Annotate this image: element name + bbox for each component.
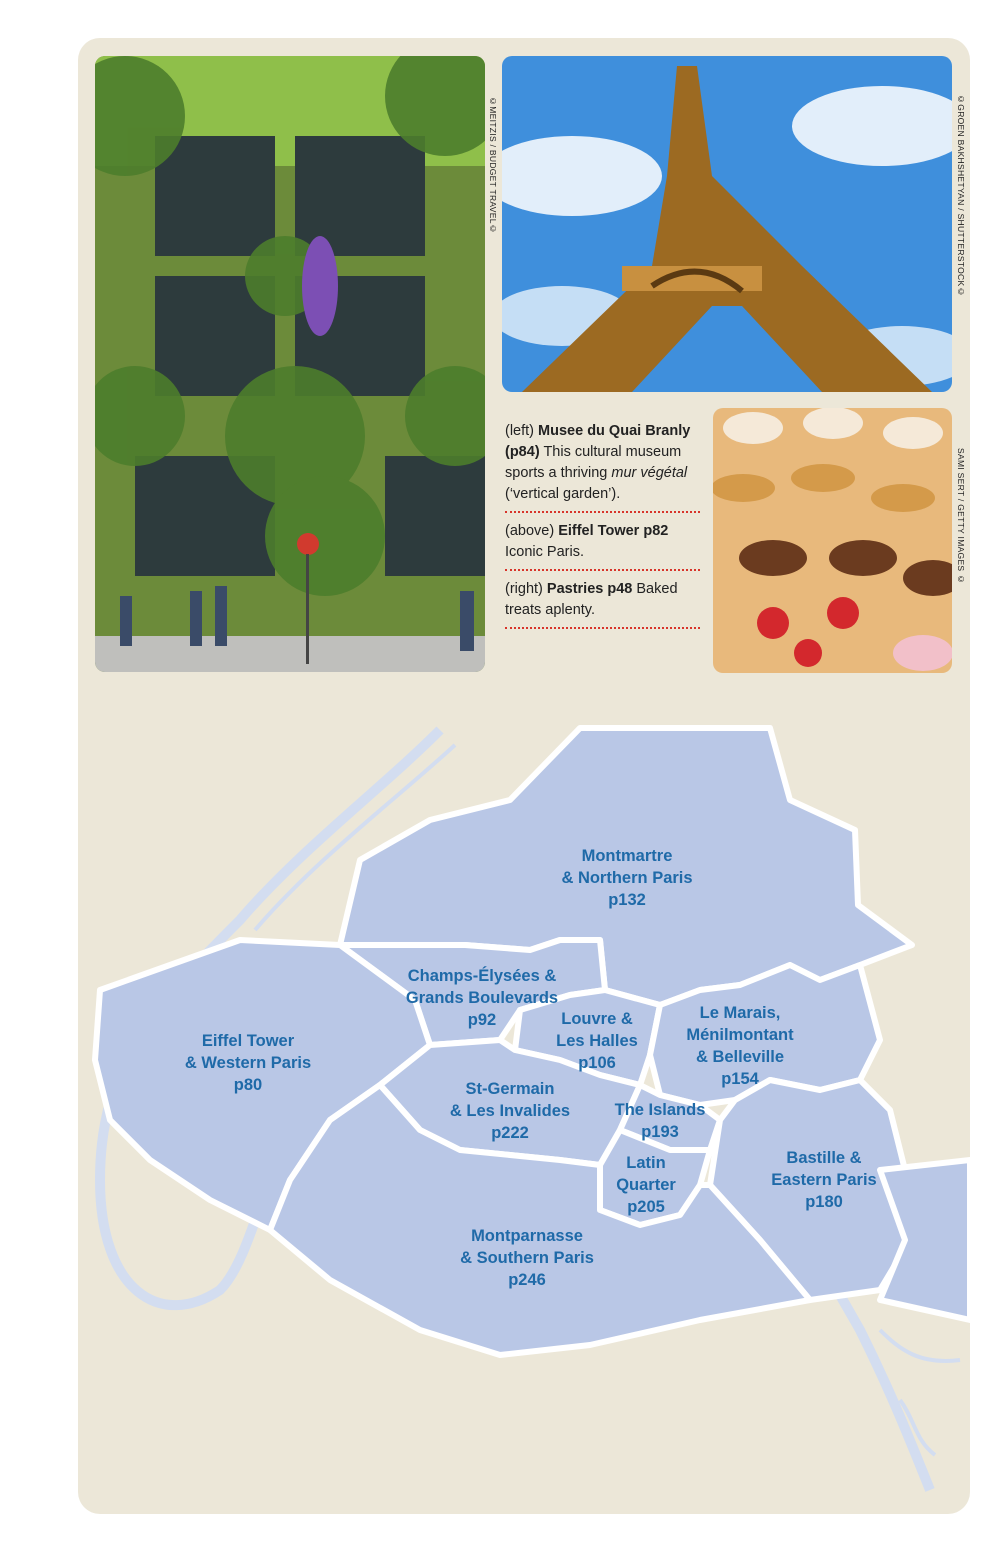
label-st-germain[interactable] (450, 1078, 570, 1144)
label-line: Le Marais, (699, 1004, 781, 1022)
label-line: Grands Boulevards (405, 989, 559, 1007)
label-page: p106 (578, 1054, 616, 1072)
label-line: & Southern Paris (460, 1249, 594, 1267)
label-line: Montmartre (581, 847, 673, 865)
caption-text-end: (‘vertical garden’). (505, 486, 621, 502)
label-line: St-Germain (465, 1080, 555, 1098)
label-page: p193 (641, 1123, 679, 1141)
photo-credit-bottom-right: SAMI SERT / GETTY IMAGES © (956, 448, 966, 585)
label-eiffel-tower[interactable] (185, 1030, 311, 1096)
label-line: & Belleville (695, 1048, 785, 1066)
label-montparnasse[interactable] (460, 1225, 594, 1291)
caption-text: Iconic Paris. (505, 544, 584, 560)
caption-title: Musee du Quai Branly (p84) (505, 423, 691, 460)
label-montmartre[interactable] (561, 845, 692, 911)
label-line: Louvre & (561, 1010, 633, 1028)
label-champs-elysees[interactable] (406, 965, 558, 1031)
label-page: p180 (805, 1193, 843, 1211)
label-line: Montparnasse (471, 1227, 583, 1245)
label-line: & Northern Paris (561, 869, 693, 887)
caption-position: (right) (505, 581, 543, 597)
label-line: The Islands (614, 1101, 706, 1119)
label-page: p92 (467, 1011, 497, 1029)
pastries-image (713, 408, 952, 673)
photo-pastries (713, 408, 952, 673)
caption-above (505, 521, 700, 571)
label-page: p205 (627, 1198, 665, 1216)
photo-eiffel-tower (502, 56, 952, 392)
caption-right (505, 579, 700, 629)
label-page: p132 (608, 891, 646, 909)
caption-italic: mur végétal (611, 465, 688, 481)
caption-position: (left) (505, 423, 534, 439)
caption-text: Baked treats aplenty. (505, 581, 678, 618)
label-page: p80 (233, 1076, 263, 1094)
label-page: p222 (491, 1124, 529, 1142)
caption-left (505, 421, 700, 513)
caption-title: Pastries p48 (546, 581, 633, 597)
label-line: Eiffel Tower (201, 1032, 295, 1050)
photo-credit-top-right: ©GROEN BAKHSHETYAN / SHUTTERSTOCK© (956, 94, 966, 297)
label-line: Eastern Paris (771, 1171, 877, 1189)
caption-text: This cultural museum sports a thriving (505, 444, 682, 481)
label-line: Bastille & (786, 1149, 862, 1167)
label-the-islands[interactable] (615, 1099, 706, 1143)
photo-captions (505, 421, 700, 637)
label-line: Les Halles (556, 1032, 638, 1050)
label-line: & Les Invalides (449, 1102, 571, 1120)
label-line: Ménilmontant (686, 1026, 794, 1044)
label-louvre[interactable] (556, 1008, 638, 1074)
photo-quai-branly (95, 56, 485, 672)
caption-position: (above) (505, 523, 555, 539)
label-line: Quarter (616, 1176, 676, 1194)
photo-credit-left: ©MEITZIS / BUDGET TRAVEL© (488, 96, 498, 235)
eiffel-tower-image (502, 56, 952, 392)
label-le-marais[interactable] (686, 1002, 793, 1090)
label-latin-quarter[interactable] (616, 1152, 676, 1218)
vertical-garden-image (95, 56, 485, 672)
label-page: p246 (508, 1271, 546, 1289)
label-bastille[interactable] (771, 1147, 876, 1213)
label-line: & Western Paris (184, 1054, 312, 1072)
label-line: Champs-Élysées & (407, 967, 557, 985)
label-line: Latin (626, 1154, 666, 1172)
caption-title: Eiffel Tower p82 (558, 523, 669, 539)
label-page: p154 (721, 1070, 759, 1088)
